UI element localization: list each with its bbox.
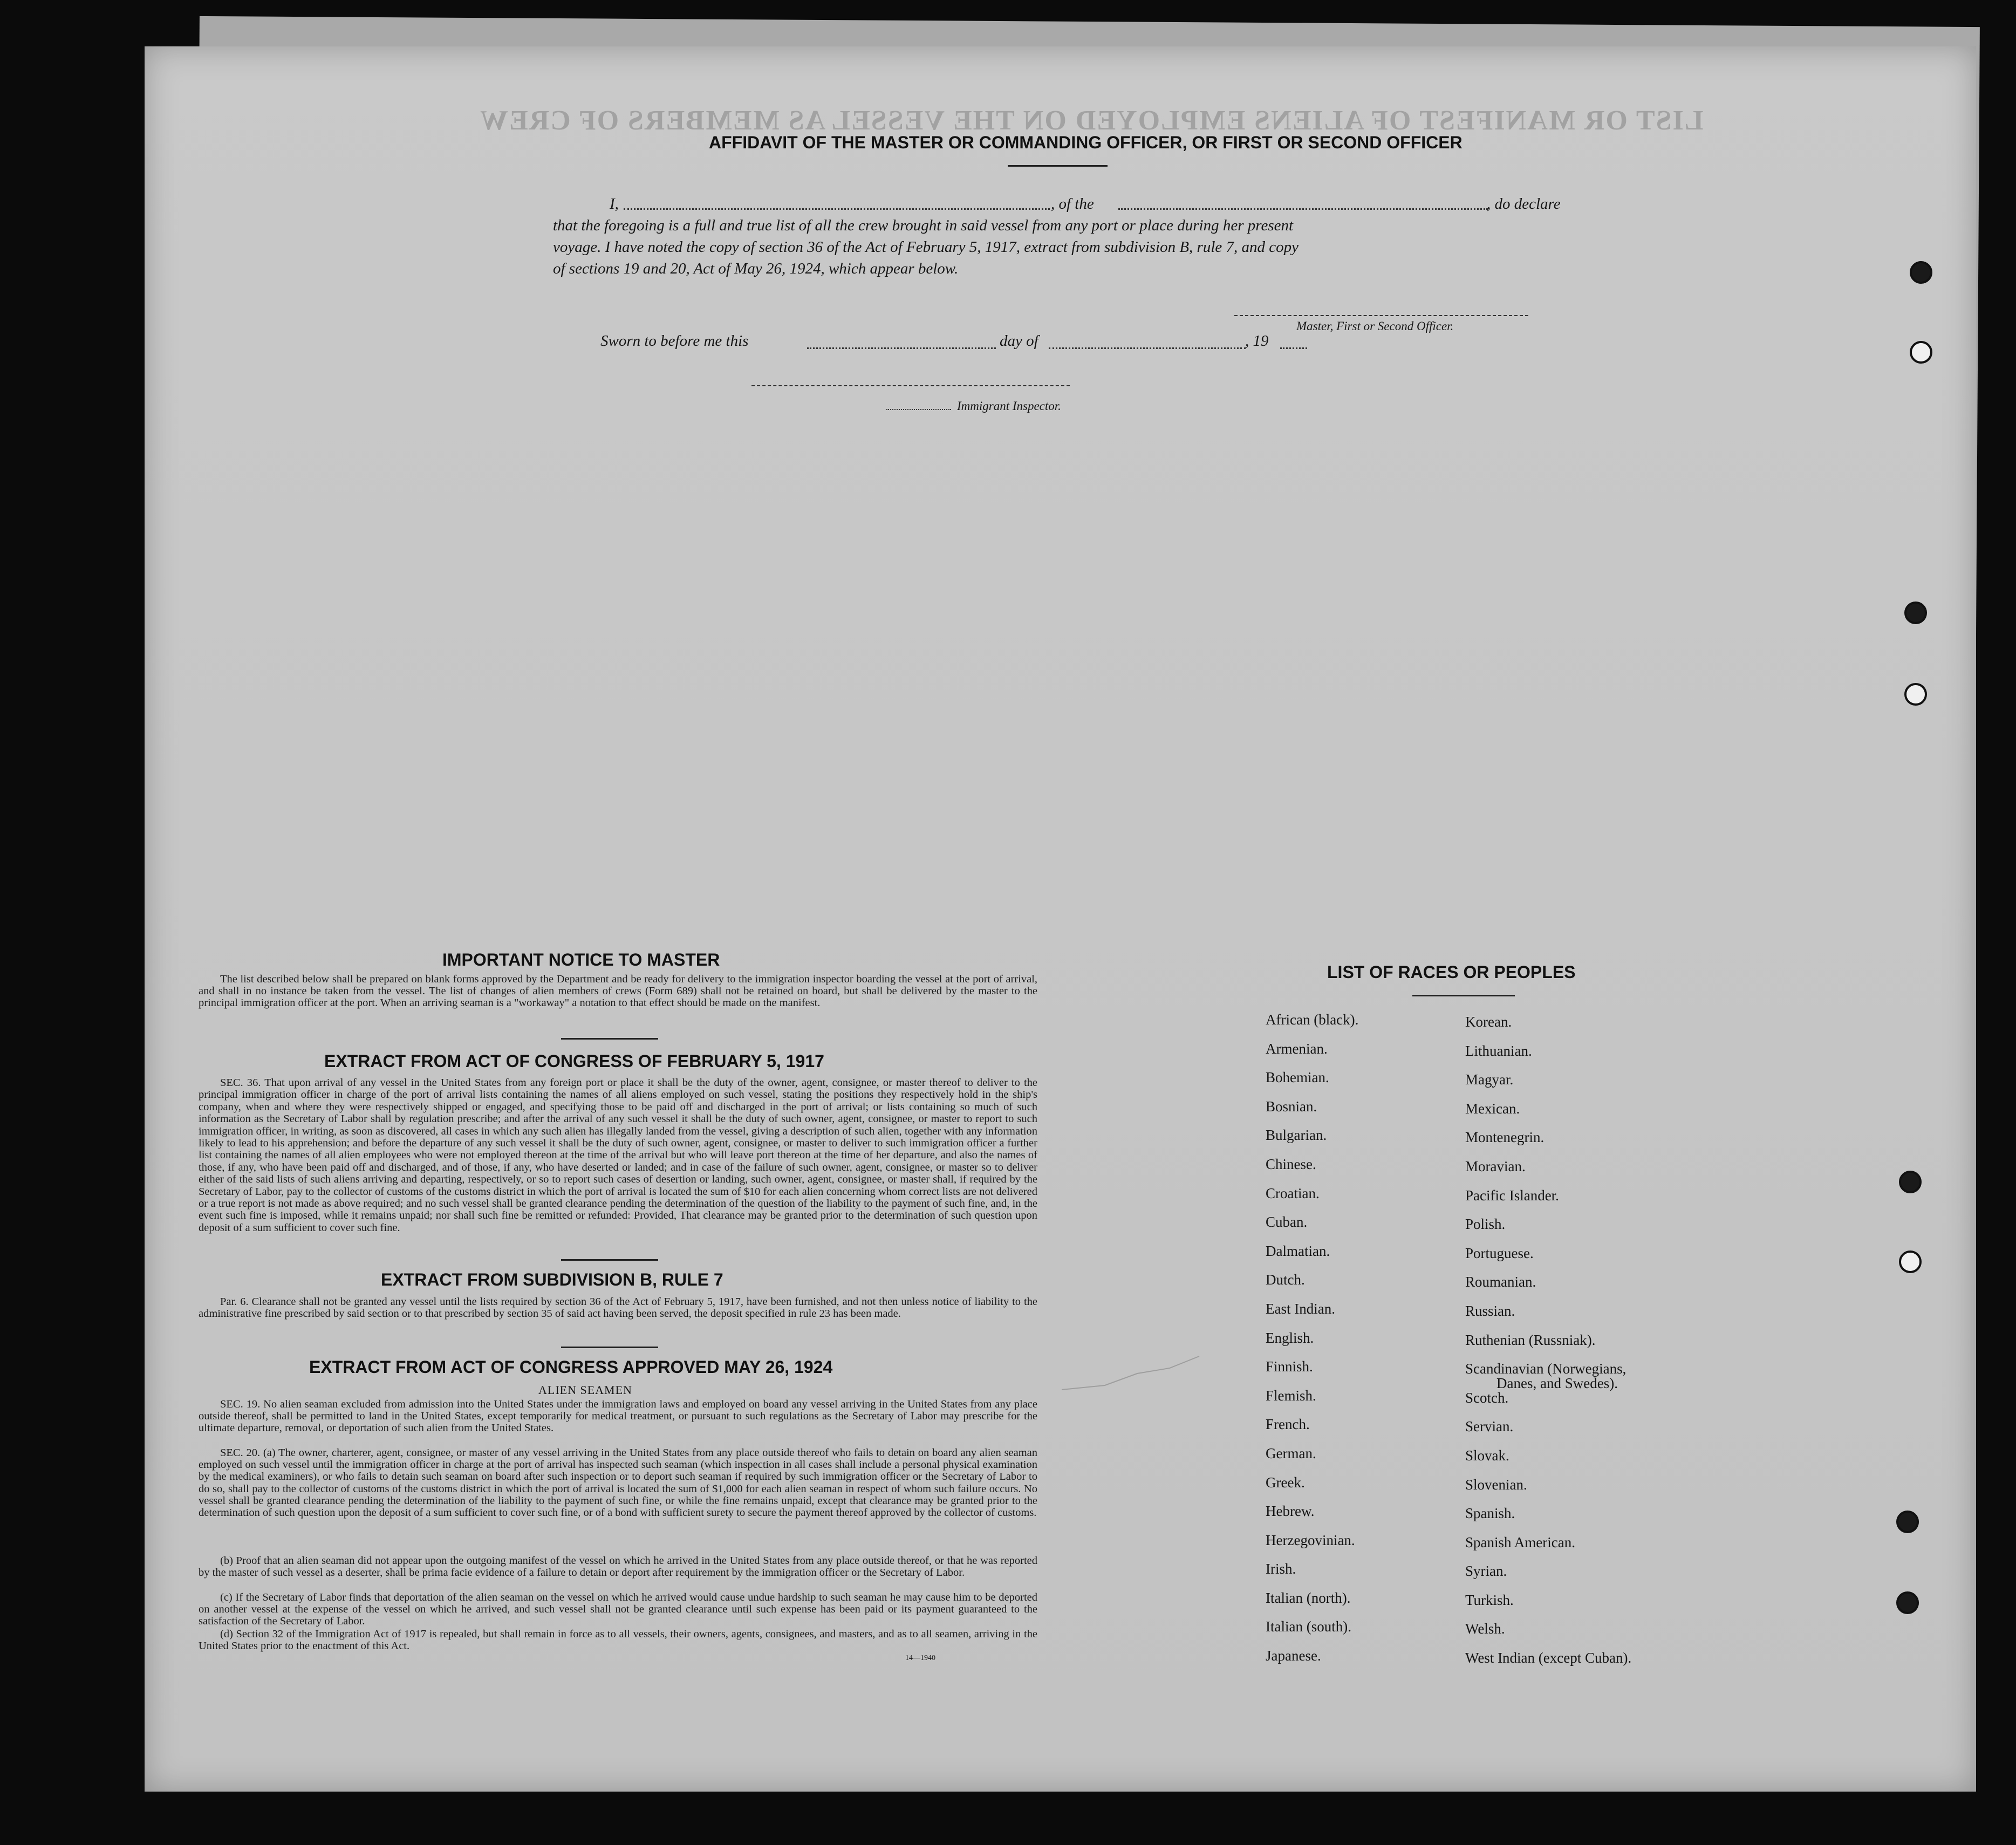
extract-1924-sec20c: (c) If the Secretary of Labor finds that deportation of the alien seaman on the vessel on which he arrived would cause undue hardship to such seaman he may cause him to be deported on another vessel at the expense of the vessel on which he arrived, and such vessel shall not be granted clearance until such expense has been paid or its payment guaranteed to the satisfaction of the Secretary of Labor. — [199, 1591, 1037, 1628]
inspector-caption: Immigrant Inspector. — [957, 399, 1061, 413]
affidavit-line1-i: I, — [610, 195, 619, 213]
race-item-scandinavian: Scandinavian (Norwegians, — [1465, 1361, 1627, 1377]
sworn-date-field[interactable] — [807, 347, 996, 349]
binder-hole-icon — [1899, 1250, 1922, 1273]
master-caption: Master, First or Second Officer. — [1296, 319, 1454, 333]
sworn-month-field[interactable] — [1049, 347, 1246, 349]
race-item: Moravian. — [1465, 1158, 1526, 1174]
race-item: Syrian. — [1465, 1563, 1507, 1580]
extract-1924-sec20d: (d) Section 32 of the Immigration Act of 1917 is repealed, but shall remain in force as to all vessels, their owners, agents, consignees, and masters, and as to all seamen, arriving in the United States prior to the enactment of this Act. — [199, 1628, 1037, 1652]
extract-1924-sec20b: (b) Proof that an alien seaman did not appear upon the outgoing manifest of the vessel on which he arrived in the United States from any place outside thereof, or that he was reported by the master of such vessel as a deserter, shall be prima facie evidence of a failure to detain or deport after requirement by the immigration officer or the Secretary of Labor. — [199, 1555, 1037, 1579]
extract-1924-sec19: SEC. 19. No alien seaman excluded from admission into the United States under the immigration laws and employed on board any vessel arriving in the United States from any place outside thereof, shall be permitted to land in the United States, except temporarily for medical treatment, or pursuant to such regulations as the Secretary of Labor may prescribe for the ultimate departure, removal, or deportation of such alien from the United States. — [199, 1398, 1037, 1434]
race-item: Armenian. — [1266, 1040, 1328, 1057]
race-item: Irish. — [1266, 1561, 1296, 1577]
race-item: Bohemian. — [1266, 1069, 1329, 1086]
race-item: Bulgarian. — [1266, 1127, 1327, 1144]
extract-1917-text: SEC. 36. That upon arrival of any vessel in the United States from any foreign port or place it shall be the duty of the owner, agent, consignee, or master thereof to deliver to the principal immigration officer in charge of the port of arrival lists containing the names of all aliens employed on such vessel, stating the positions they respectively hold in the ship's company, when and where they were respectively shipped or engaged, and specifying those to be paid off and discharged in the port of arrival; or lists containing so much of such information as the Secretary of Labor shall by regulation prescribe; and after the arrival of any such vessel it shall be the duty of such owner, agent, consignee, or master to report to such immigration officer, in writing, as soon as discovered, all cases in which any such alien has illegally landed from the vessel, giving a description of such alien, together with any information likely to lead to his apprehension; and before the departure of any such vessel it shall be the duty of such owner, agent, consignee, or master to deliver to such immigration officer a further list containing the names of all alien employees who were not employed thereon at the time of the arrival but who will leave port thereon at the time of her departure, and also the names of those, if any, who have been paid off and discharged, and of those, if any, who have deserted or landed; and in case of the failure of such owner, agent, consignee, or master so to deliver either of the said lists of such aliens arriving and departing, respectively, or so to report such cases of desertion or landing, such owner, agent, consignee, or master shall, if required by the Secretary of Labor, pay to the collector of customs of the customs district in which the port of arrival is located the sum of $10 for each alien concerning whom correct lists are not delivered or a true report is not made as above required; and no such vessel shall be granted clearance pending the determination of the question of the liability to the payment of such fine, and, in the event such fine is imposed, while it remains unpaid; nor shall such fine be remitted or refunded: Provided, That clearance may be granted prior to the determination of such question upon deposit of a sum sufficient to cover such fine. — [199, 1077, 1037, 1234]
race-item: West Indian (except Cuban). — [1465, 1650, 1632, 1666]
race-item — [1465, 1355, 1631, 1392]
races-right-column — [1465, 1008, 1631, 1673]
race-item: Pacific Islander. — [1465, 1187, 1559, 1204]
race-item: Russian. — [1465, 1302, 1515, 1319]
race-item: Slovenian. — [1465, 1476, 1527, 1493]
binder-hole-icon — [1899, 1171, 1922, 1193]
race-item: Slovak. — [1465, 1447, 1509, 1464]
race-item: Welsh. — [1465, 1621, 1505, 1637]
extract-1924-sec20a: SEC. 20. (a) The owner, charterer, agent, consignee, or master of any vessel arriving in the United States from any place outside thereof who fails to detain on board any alien seaman employed on such vessel until the immigration officer in charge at the port of arrival has inspected such seaman (which inspection in all cases shall include a personal physical examination by the medical examiners), or who fails to detain such seaman on board after such inspection or to deport such seaman if required by such immigration officer or the Secretary of Labor to do so, shall pay to the collector of customs of the customs district in which the port of arrival is located the sum of $1,000 for each alien seaman in respect of whom such failure occurs. No vessel shall be granted clearance pending the determination of the liability to the payment of such fine, or while the fine remains unpaid, except that clearance may be granted prior to the determination of such question upon the deposit of a sum sufficient to cover such fine, or of a bond with sufficient surety to secure the payment thereof approved by the collector of customs. — [199, 1447, 1037, 1519]
affidavit-line4: of sections 19 and 20, Act of May 26, 1924, which appear below. — [553, 260, 959, 277]
extract-1917-title: EXTRACT FROM ACT OF CONGRESS OF FEBRUARY 5, 1917 — [324, 1051, 824, 1071]
race-item: Turkish. — [1465, 1591, 1514, 1608]
paper-crease — [1062, 1352, 1202, 1395]
race-item: German. — [1266, 1445, 1316, 1461]
race-item: Ruthenian (Russniak). — [1465, 1331, 1596, 1348]
race-item: Mexican. — [1465, 1100, 1520, 1117]
race-item: Finnish. — [1266, 1358, 1313, 1375]
race-item: Cuban. — [1266, 1214, 1308, 1231]
race-item: Bosnian. — [1266, 1098, 1317, 1115]
race-item: Hebrew. — [1266, 1503, 1315, 1520]
inspector-signature-line[interactable] — [751, 385, 1070, 386]
extract-rule7-rule — [561, 1347, 658, 1348]
extract-rule7-text: Par. 6. Clearance shall not be granted any vessel until the lists required by section 36 of the Act of February 5, 1917, have been furnished, and not then unless notice of liability to the administrative fine prescribed by said section or to that prescribed by section 35 of said act having been served, the deposit specified in rule 23 has been made. — [199, 1296, 1037, 1320]
race-item: Scotch. — [1465, 1389, 1509, 1406]
race-item: Polish. — [1465, 1216, 1506, 1233]
race-item: Servian. — [1465, 1418, 1514, 1435]
notice-rule — [561, 1038, 658, 1040]
binder-hole-icon — [1896, 1591, 1919, 1614]
race-item: Spanish American. — [1465, 1534, 1575, 1550]
affidavit-line2: that the foregoing is a full and true list of all the crew brought in said vessel from any port or place during her present — [553, 217, 1294, 234]
race-item: Flemish. — [1266, 1387, 1316, 1404]
affidavit-name-field[interactable] — [624, 208, 1050, 210]
race-item: Korean. — [1465, 1014, 1512, 1030]
race-item: Dutch. — [1266, 1272, 1305, 1288]
race-item: Italian (south). — [1266, 1618, 1351, 1635]
document-page — [145, 46, 1976, 1792]
races-title: LIST OF RACES OR PEOPLES — [1327, 962, 1576, 982]
master-signature-line[interactable] — [1234, 315, 1528, 316]
race-item: Montenegrin. — [1465, 1129, 1545, 1146]
race-item-scandinavian-cont: Danes, and Swedes). — [1496, 1375, 1618, 1392]
binder-hole-icon — [1904, 602, 1927, 624]
extract-rule7-title: EXTRACT FROM SUBDIVISION B, RULE 7 — [381, 1270, 723, 1289]
races-left-column — [1266, 1006, 1358, 1671]
race-item: Lithuanian. — [1465, 1042, 1532, 1059]
binder-hole-icon — [1910, 261, 1932, 284]
notice-title: IMPORTANT NOTICE TO MASTER — [442, 950, 720, 969]
affidavit-title: AFFIDAVIT OF THE MASTER OR COMMANDING OFFICER, OR FIRST OR SECOND OFFICER — [709, 133, 1463, 152]
binder-hole-icon — [1910, 341, 1932, 364]
race-item: Dalmatian. — [1266, 1242, 1330, 1259]
race-item: French. — [1266, 1416, 1310, 1433]
affidavit-title-rule — [1008, 165, 1108, 167]
notice-text: The list described below shall be prepared on blank forms approved by the Department and be ready for delivery to the immigration inspector boarding the vessel at the port of arrival, and shall in no instance be taken from the vessel. The list of changes of alien members of crews (Form 689) shall not be retained on board, but shall be delivered by the master to the principal immigration officer at the port. When an arriving seaman is a "workaway" a notation to that effect should be made on the manifest. — [199, 973, 1037, 1009]
race-item: Greek. — [1266, 1474, 1305, 1491]
binder-hole-icon — [1904, 683, 1927, 706]
affidavit-line3: voyage. I have noted the copy of section 36 of the Act of February 5, 1917, extract from subdivision B, rule 7, and copy — [553, 238, 1299, 256]
race-item: Magyar. — [1465, 1071, 1514, 1088]
extract-1917-rule — [561, 1259, 658, 1261]
race-item: African (black). — [1266, 1012, 1359, 1028]
sworn-year-field[interactable] — [1280, 347, 1307, 349]
form-number: 14—1940 — [905, 1654, 935, 1662]
extract-1924-subtitle: ALIEN SEAMEN — [538, 1383, 632, 1397]
race-item: Herzegovinian. — [1266, 1532, 1355, 1548]
binder-hole-icon — [1896, 1511, 1919, 1533]
inspector-prefix-dots — [886, 409, 951, 410]
extract-1924-title: EXTRACT FROM ACT OF CONGRESS APPROVED MAY 26, 1924 — [309, 1357, 833, 1377]
affidavit-line1-declare: , do declare — [1487, 195, 1561, 213]
race-item: Chinese. — [1266, 1156, 1316, 1172]
bleed-through-header: LIST OR MANIFEST OF ALIENS EMPLOYED ON THE VESSEL AS MEMBERS OF CREW — [479, 105, 1704, 136]
sworn-prefix: Sworn to before me this — [600, 332, 749, 350]
affidavit-vessel-field[interactable] — [1118, 208, 1488, 210]
sworn-day-of: day of — [1000, 332, 1038, 350]
races-title-rule — [1412, 995, 1515, 996]
race-item: Portuguese. — [1465, 1245, 1534, 1261]
race-item: Croatian. — [1266, 1185, 1320, 1201]
race-item: East Indian. — [1266, 1300, 1335, 1317]
race-item: Spanish. — [1465, 1505, 1515, 1522]
race-item: Japanese. — [1266, 1648, 1321, 1664]
race-item: Italian (north). — [1266, 1589, 1351, 1606]
affidavit-line1-of-the: , of the — [1051, 195, 1094, 213]
race-item: English. — [1266, 1329, 1314, 1346]
race-item: Roumanian. — [1465, 1274, 1536, 1290]
sworn-year: , 19 — [1245, 332, 1269, 350]
